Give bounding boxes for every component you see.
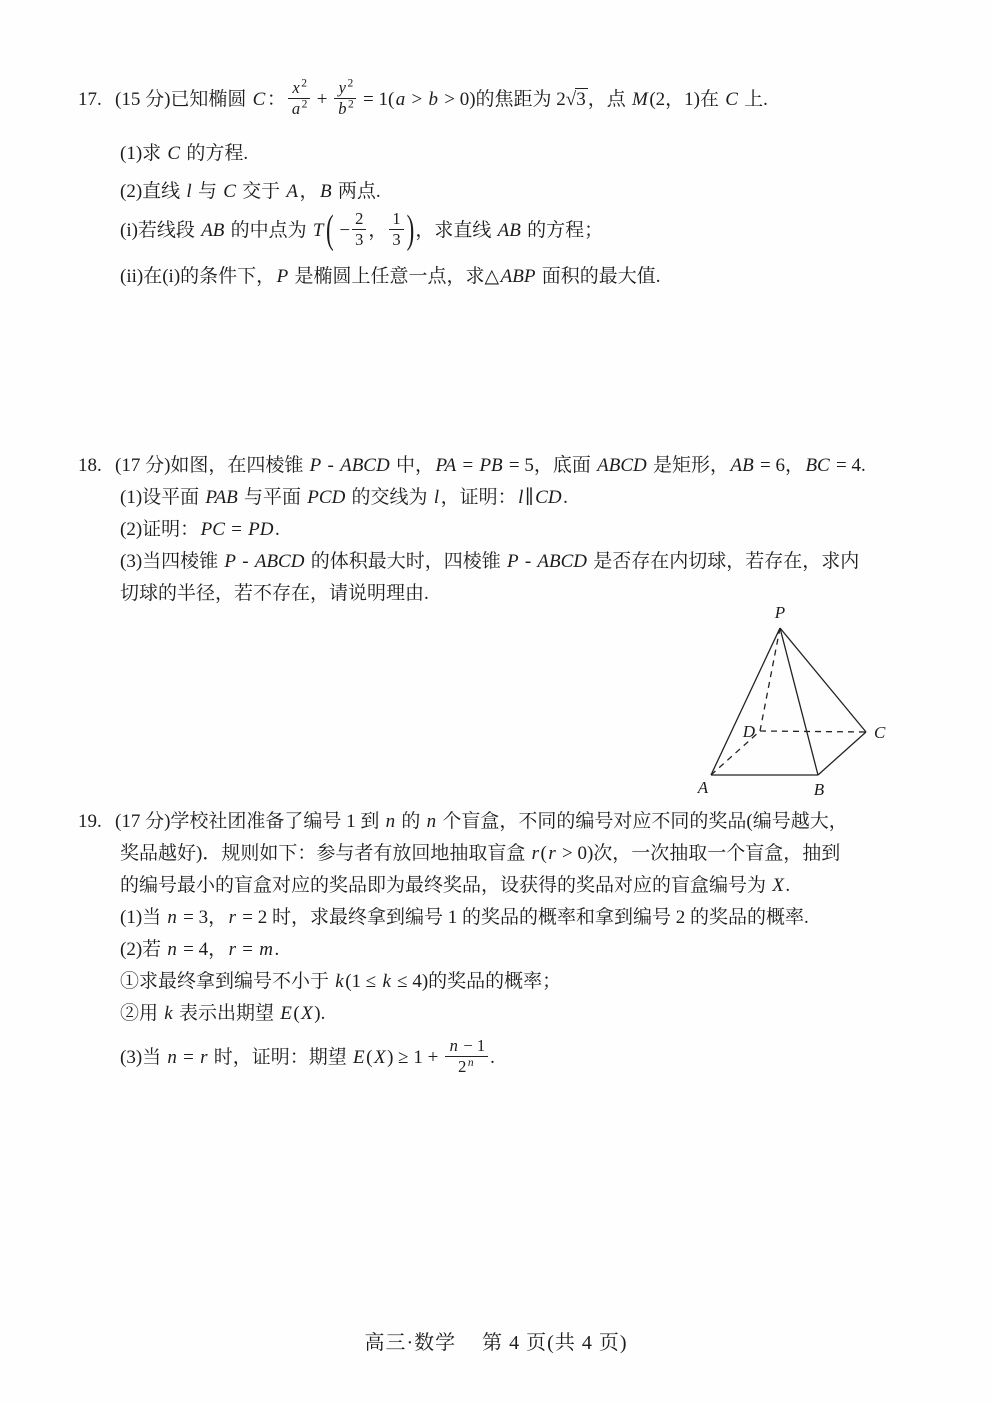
math-var: PCD <box>307 487 346 508</box>
math-var: n <box>467 1056 474 1069</box>
question-18 <box>78 450 866 610</box>
text-run: 时，证明：期望 <box>209 1047 352 1068</box>
text-run: 两点. <box>333 181 381 202</box>
text-run: = 4. <box>831 455 866 476</box>
math-var: l <box>186 181 192 202</box>
text-run: (17 分)学校社团准备了编号 1 到 <box>115 811 385 832</box>
fraction-denominator <box>352 230 366 249</box>
text-run: - <box>322 455 339 476</box>
fraction <box>445 1037 488 1077</box>
superscript <box>301 77 307 89</box>
footer-course-label: 高三·数学 <box>364 1332 457 1354</box>
text-run: = <box>237 939 258 960</box>
pyramid-figure <box>678 600 908 800</box>
text-run: (15 分)已知椭圆 <box>115 89 252 110</box>
text-run: 是椭圆上任意一点，求△ <box>289 265 500 287</box>
math-var: n <box>167 907 177 928</box>
text-run: 2 <box>355 208 364 228</box>
q18-part3a-line <box>115 546 866 578</box>
text-run: 2 <box>458 1057 467 1077</box>
text-run: 是矩形， <box>648 455 730 476</box>
text-run: (3)当四棱锥 <box>120 551 223 572</box>
question-17-body <box>115 75 768 293</box>
text-run: ①求最终拿到编号不小于 <box>120 971 334 992</box>
text-run: 的 <box>396 811 426 832</box>
radical-sign-icon: √ <box>565 89 576 110</box>
vertex-label-C: C <box>874 723 886 742</box>
text-run: 的中点为 <box>225 220 312 241</box>
superscript <box>347 77 353 89</box>
q19-part2-line <box>115 934 848 966</box>
text-run: 奖品越好)．规则如下：参与者有放回地抽取盲盒 <box>120 843 531 864</box>
math-var: E <box>280 1003 292 1024</box>
math-var: T <box>312 220 324 241</box>
math-var: P <box>309 455 322 476</box>
text-run: (2)证明： <box>120 519 200 540</box>
superscript <box>302 99 308 111</box>
math-var: ABCD <box>254 551 305 572</box>
q19-intro-line-3 <box>115 870 848 902</box>
text-run: − 1 <box>459 1035 486 1055</box>
edge-PD-hidden <box>760 628 780 731</box>
math-var: n <box>167 1047 177 1068</box>
text-run: ( <box>540 843 547 864</box>
fraction <box>389 210 403 250</box>
text-run: 个盲盒，不同的编号对应不同的奖品(编号越大， <box>437 811 848 832</box>
text-run: . <box>274 519 280 540</box>
text-run: . <box>785 875 791 896</box>
text-run: 3 <box>576 89 586 110</box>
text-run: ∥ <box>524 487 534 508</box>
superscript <box>348 99 354 111</box>
text-run: ( <box>366 1047 373 1068</box>
math-var: r <box>228 939 237 960</box>
text-run: 交于 <box>237 181 285 202</box>
text-run: 2 <box>301 98 308 111</box>
math-var: r <box>228 907 237 928</box>
q19-part2-sub2-line <box>115 998 848 1030</box>
big-paren: ) <box>406 206 415 251</box>
text-run: 是否存在内切球，若存在，求内 <box>588 551 860 572</box>
edge-PA <box>711 628 780 775</box>
text-run: (1)求 <box>120 143 166 164</box>
math-var: X <box>373 1047 386 1068</box>
text-run: 表示出期望 <box>174 1003 279 1024</box>
math-var: x <box>292 77 300 97</box>
math-var: n <box>167 939 177 960</box>
text-run: > <box>406 89 427 110</box>
math-var: m <box>259 939 273 960</box>
math-var: C <box>167 143 181 164</box>
math-var: k <box>382 971 391 992</box>
math-var: a <box>291 99 301 119</box>
fraction-numerator <box>389 210 403 230</box>
text-run: (17 分)如图，在四棱锥 <box>115 455 309 476</box>
text-run: 上. <box>739 89 768 110</box>
math-var: l <box>433 487 440 508</box>
question-19-body <box>115 806 848 1082</box>
math-var: BC <box>805 455 830 476</box>
math-var: AB <box>201 220 225 241</box>
vertex-label-B: B <box>813 780 825 799</box>
math-var: l <box>518 487 524 508</box>
text-run: 的交线为 <box>346 487 433 508</box>
math-var: r <box>548 843 556 864</box>
text-run: 的方程. <box>181 143 249 164</box>
text-run: + <box>311 89 333 110</box>
question-17 <box>78 75 768 293</box>
text-run: ， <box>299 181 319 202</box>
math-var: X <box>772 875 784 896</box>
text-run: = 3， <box>178 907 228 928</box>
text-run: (1)设平面 <box>120 487 204 508</box>
math-var: r <box>200 1047 208 1068</box>
text-run: 面积的最大值. <box>536 265 661 287</box>
text-run: = 2 时，求最终拿到编号 1 的奖品的概率和拿到编号 2 的奖品的概率. <box>237 907 809 928</box>
text-run: (2)若 <box>120 939 166 960</box>
q17-part2-line <box>115 176 768 208</box>
text-run: 切球的半径，若不存在，请说明理由. <box>120 583 429 604</box>
text-run: ②用 <box>120 1003 163 1024</box>
fraction <box>288 79 310 119</box>
big-paren: ( <box>326 206 334 251</box>
footer-page-number: 第 4 页(共 4 页) <box>482 1332 628 1354</box>
text-run: ) ≥ 1 + <box>387 1047 444 1068</box>
text-run: . <box>563 487 568 508</box>
text-run: 2 <box>301 77 307 90</box>
page-footer <box>0 1326 992 1355</box>
math-var: b <box>338 99 347 119</box>
text-run: = 6， <box>755 455 804 476</box>
text-run: ，证明： <box>440 487 517 508</box>
math-var: n <box>385 811 396 832</box>
math-var: C <box>725 89 738 110</box>
math-var: B <box>320 181 332 202</box>
math-var: PB <box>479 455 503 476</box>
radicand <box>575 88 588 110</box>
math-var: a <box>395 89 406 110</box>
text-run: . <box>274 939 280 960</box>
text-run: (2)直线 <box>120 181 185 202</box>
text-run: = <box>457 455 478 476</box>
text-run: (2，1)在 <box>649 89 724 110</box>
math-var: PAB <box>205 487 238 508</box>
q17-part2ii-line <box>115 261 768 293</box>
text-run: − <box>334 220 351 241</box>
question-18-number: 18. <box>78 455 102 476</box>
text-run: (1 ≤ <box>345 971 381 992</box>
q19-part2-sub1-line <box>115 966 848 998</box>
math-var: A <box>286 181 299 202</box>
superscript <box>466 1057 475 1069</box>
text-run: 2 <box>347 77 354 90</box>
text-run: - <box>520 551 536 572</box>
text-run: ，求直线 <box>415 220 497 241</box>
text-run: ： <box>266 89 286 110</box>
text-run: = <box>178 1047 199 1068</box>
text-run: (1)当 <box>120 907 166 928</box>
fraction-denominator <box>389 230 403 249</box>
math-var: AB <box>497 220 521 241</box>
text-run: - <box>237 551 254 572</box>
math-var: y <box>338 77 346 97</box>
q17-part1-line <box>115 138 768 170</box>
text-run: 与 <box>193 181 222 202</box>
text-run: > 0)的焦距为 2 <box>439 89 566 110</box>
q19-part3-line <box>115 1034 848 1082</box>
fraction-numerator <box>445 1037 488 1057</box>
edge-BC <box>818 732 866 775</box>
q17-intro-line <box>115 75 768 125</box>
math-var: PD <box>248 519 274 540</box>
math-var: k <box>335 971 344 992</box>
math-var: b <box>428 89 438 110</box>
text-run: 3 <box>392 230 401 250</box>
text-run: 2 <box>347 98 354 111</box>
text-run: (i)若线段 <box>120 220 200 241</box>
text-run: 1 <box>392 208 401 228</box>
question-19-number: 19. <box>78 811 102 832</box>
text-run: = 5，底面 <box>504 455 596 476</box>
fraction-numerator <box>288 79 310 99</box>
fraction <box>334 79 356 119</box>
math-var: AB <box>730 455 754 476</box>
question-17-number: 17. <box>78 89 102 110</box>
fraction-numerator <box>334 79 356 99</box>
text-run: = 4， <box>178 939 228 960</box>
math-var: PC <box>200 519 225 540</box>
pyramid-svg <box>678 600 908 800</box>
math-var: r <box>531 843 539 864</box>
q18-part1-line <box>115 482 866 514</box>
q18-intro-line <box>115 450 866 482</box>
q19-intro-line-1 <box>115 806 848 838</box>
edge-DC-hidden <box>760 731 866 732</box>
math-var: PA <box>435 455 457 476</box>
fraction-denominator <box>288 99 310 118</box>
fraction <box>352 210 366 250</box>
text-run: ≤ 4)的奖品的概率； <box>392 971 562 992</box>
text-run: (3)当 <box>120 1047 166 1068</box>
text-run: ， <box>368 220 388 241</box>
text-run: . <box>490 1047 495 1068</box>
text-run: (ii)在(i)的条件下， <box>120 265 276 287</box>
text-run: ( <box>293 1003 300 1024</box>
math-var: ABCD <box>537 551 588 572</box>
math-var: P <box>506 551 519 572</box>
text-run: = 1( <box>358 89 395 110</box>
text-run: ，点 <box>587 89 631 110</box>
question-19 <box>78 806 848 1082</box>
q19-intro-line-2 <box>115 838 848 870</box>
question-18-body <box>115 450 866 610</box>
math-var: ABCD <box>597 455 647 476</box>
q17-part2i-line <box>115 208 768 255</box>
text-run: 中， <box>391 455 434 476</box>
math-var: P <box>224 551 237 572</box>
math-var: P <box>276 265 289 287</box>
text-run: 的编号最小的盲盒对应的奖品即为最终奖品，设获得的奖品对应的盲盒编号为 <box>120 875 771 896</box>
math-var: CD <box>535 487 562 508</box>
math-var: C <box>223 181 236 202</box>
text-run: 的体积最大时，四棱锥 <box>305 551 506 572</box>
math-var: n <box>449 1035 458 1055</box>
fraction-denominator <box>334 99 356 118</box>
radical <box>566 75 588 125</box>
text-run: ). <box>314 1003 326 1024</box>
math-var: n <box>426 811 437 832</box>
q19-part1-line <box>115 902 848 934</box>
text-run: 3 <box>355 230 364 250</box>
math-var: C <box>252 89 266 110</box>
vertex-label-P: P <box>774 603 786 622</box>
fraction-numerator <box>352 210 366 230</box>
math-var: E <box>353 1047 365 1068</box>
text-run: > 0)次，一次抽取一个盲盒，抽到 <box>557 843 841 864</box>
fraction-denominator <box>445 1057 488 1076</box>
text-run: 的方程； <box>522 220 604 241</box>
math-var: ABCD <box>340 455 390 476</box>
text-run: = <box>226 519 247 540</box>
math-var: X <box>301 1003 313 1024</box>
vertex-label-A: A <box>697 778 709 797</box>
q18-part2-line <box>115 514 866 546</box>
text-run: 与平面 <box>239 487 306 508</box>
math-var: M <box>632 89 648 110</box>
math-var: ABP <box>500 265 536 287</box>
vertex-label-D: D <box>742 722 755 741</box>
math-var: k <box>164 1003 173 1024</box>
